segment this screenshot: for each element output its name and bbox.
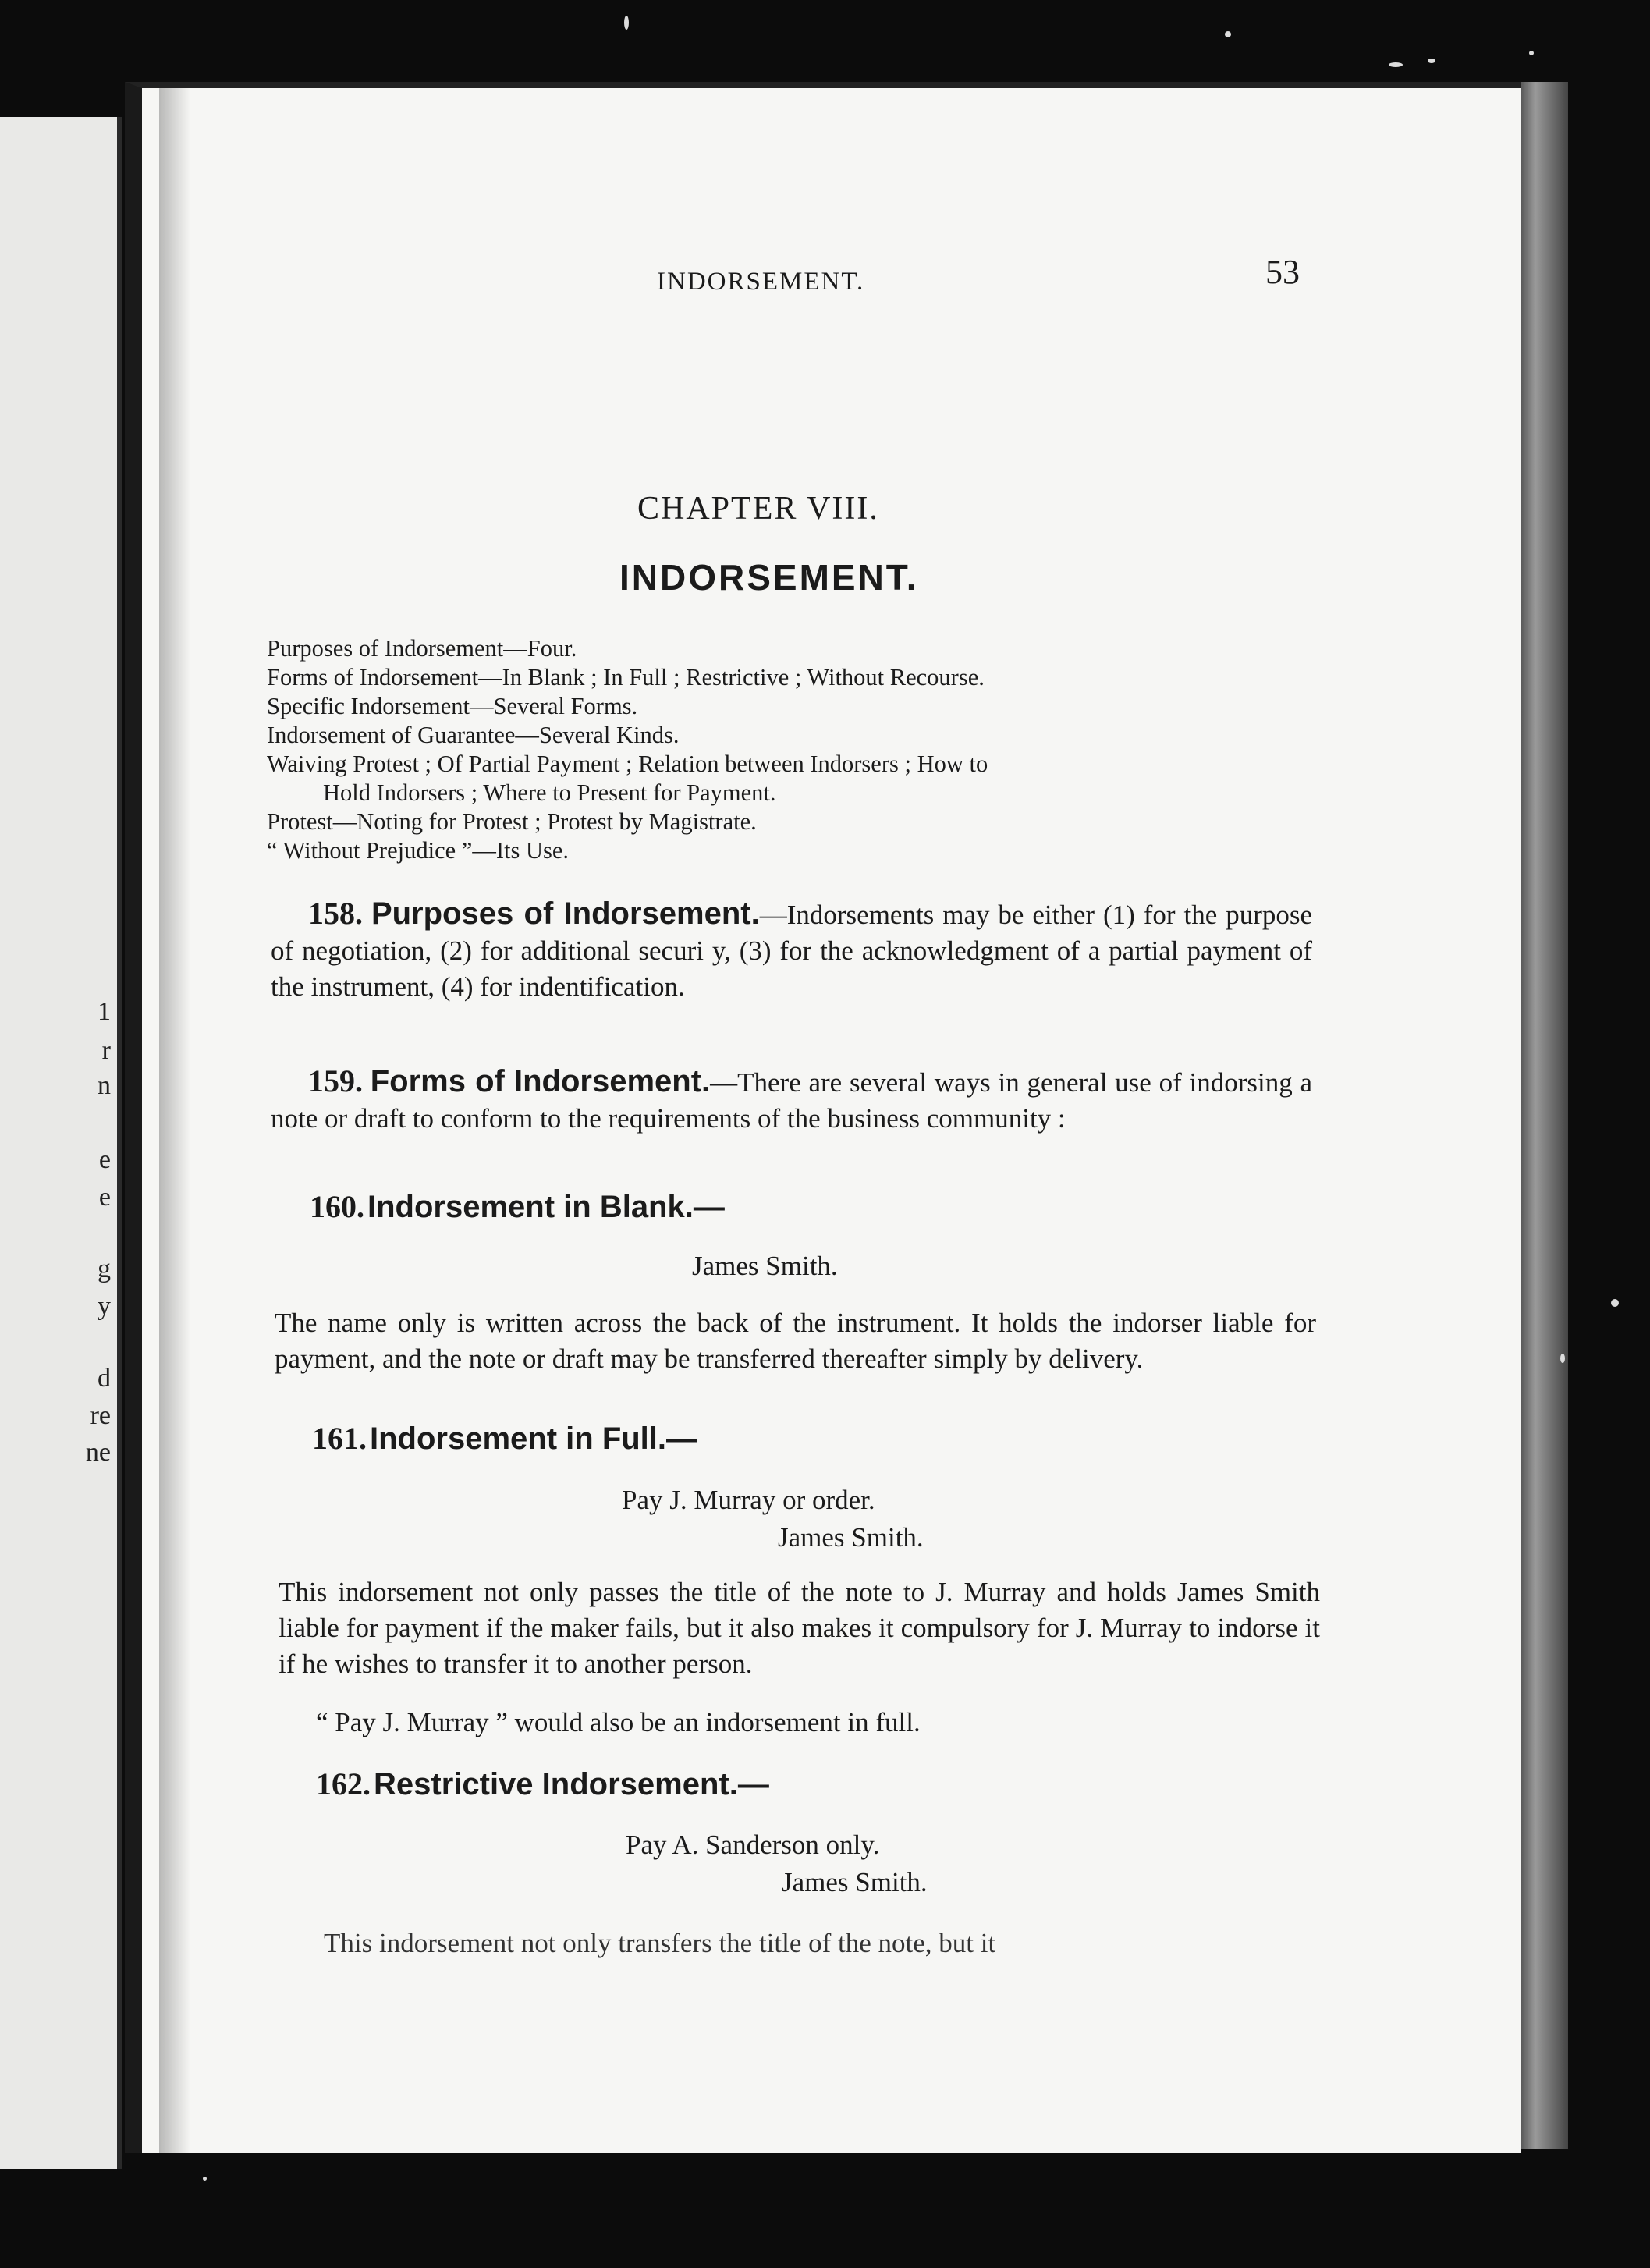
section-text: —There are several ways in general use of indorsing a note or draft to conform to the requirements of the business community : <box>271 1067 1312 1134</box>
summary-line: Indorsement of Guarantee—Several Kinds. <box>267 722 680 748</box>
left-page-fragment: 1 <box>98 997 111 1026</box>
section-title: Forms of Indorsement. <box>370 1064 711 1099</box>
chapter-summary <box>267 634 988 865</box>
book-page <box>125 82 1521 2153</box>
summary-line: Forms of Indorsement—In Blank ; In Full ; Restrictive ; Without Recourse. <box>267 664 985 690</box>
left-page-fragment: r <box>101 1036 111 1065</box>
section-title: Restrictive Indorsement.— <box>374 1767 769 1801</box>
summary-line: Waiving Protest ; Of Partial Payment ; Relation between Indorsers ; How to <box>267 751 988 777</box>
section-title: Purposes of Indorsement. <box>371 896 760 931</box>
left-page-fragment: e <box>98 1145 111 1174</box>
chapter-title: INDORSEMENT. <box>619 557 919 598</box>
left-page-fragment: d <box>98 1364 111 1393</box>
pay-line: Pay J. Murray or order. <box>622 1485 875 1515</box>
left-page-fragment: e <box>98 1183 111 1212</box>
section-number: 158. <box>308 896 363 931</box>
signature: James Smith. <box>778 1522 924 1553</box>
pay-line: Pay A. Sanderson only. <box>626 1830 880 1860</box>
left-page-fragment: ne <box>85 1438 111 1467</box>
section-160-text: The name only is written across the back of the instrument. It holds the indorser liable for payment, and the note or draft may be transferred thereafter simply by delivery. <box>275 1308 1316 1374</box>
chapter-label: CHAPTER VIII. <box>637 491 879 527</box>
summary-line: Specific Indorsement—Several Forms. <box>267 693 638 719</box>
summary-line: “ Without Prejudice ”—Its Use. <box>267 837 569 864</box>
signature: James Smith. <box>692 1251 838 1281</box>
left-page-fragment: g <box>98 1255 111 1283</box>
section-158 <box>271 896 1312 1005</box>
page-number: 53 <box>1265 253 1300 291</box>
running-title: INDORSEMENT. <box>657 268 865 296</box>
section-number: 161. <box>312 1421 367 1456</box>
section-text: —Indorsements may be either (1) for the purpose of negotiation, (2) for additional securi y, (3) for the acknowledgment of a partial payment of the instrument, (4) for indentification. <box>271 900 1313 1002</box>
section-162-heading <box>316 1766 769 1802</box>
left-page-fragment: y <box>98 1292 111 1321</box>
summary-line: Hold Indorsers ; Where to Present for Payment. <box>323 779 776 806</box>
summary-line: Protest—Noting for Protest ; Protest by Magistrate. <box>267 808 757 835</box>
left-facing-page <box>0 117 122 2169</box>
section-161-text: This indorsement not only passes the title of the note to J. Murray and holds James Smith liable for payment if the maker fails, but it also makes it compulsory for J. Murray to indorse it if he wishes to transfer it to another person. <box>279 1577 1320 1679</box>
signature: James Smith. <box>782 1867 928 1897</box>
left-page-fragment: n <box>98 1071 111 1100</box>
page-edge <box>1521 82 1568 2149</box>
section-number: 159. <box>308 1063 363 1099</box>
summary-line: Purposes of Indorsement—Four. <box>267 635 577 662</box>
section-number: 160. <box>310 1189 364 1224</box>
section-161-heading <box>312 1420 697 1457</box>
section-title: Indorsement in Full.— <box>370 1421 698 1456</box>
section-159 <box>271 1063 1312 1137</box>
section-160-heading <box>310 1188 725 1225</box>
section-161-text-2: “ Pay J. Murray ” would also be an indorsement in full. <box>316 1707 921 1737</box>
spine-shadow <box>159 88 190 2153</box>
section-162-text: This indorsement not only transfers the title of the note, but it <box>324 1928 996 1958</box>
left-page-fragment: re <box>90 1401 111 1430</box>
section-number: 162. <box>316 1766 371 1801</box>
section-title: Indorsement in Blank.— <box>367 1190 725 1224</box>
